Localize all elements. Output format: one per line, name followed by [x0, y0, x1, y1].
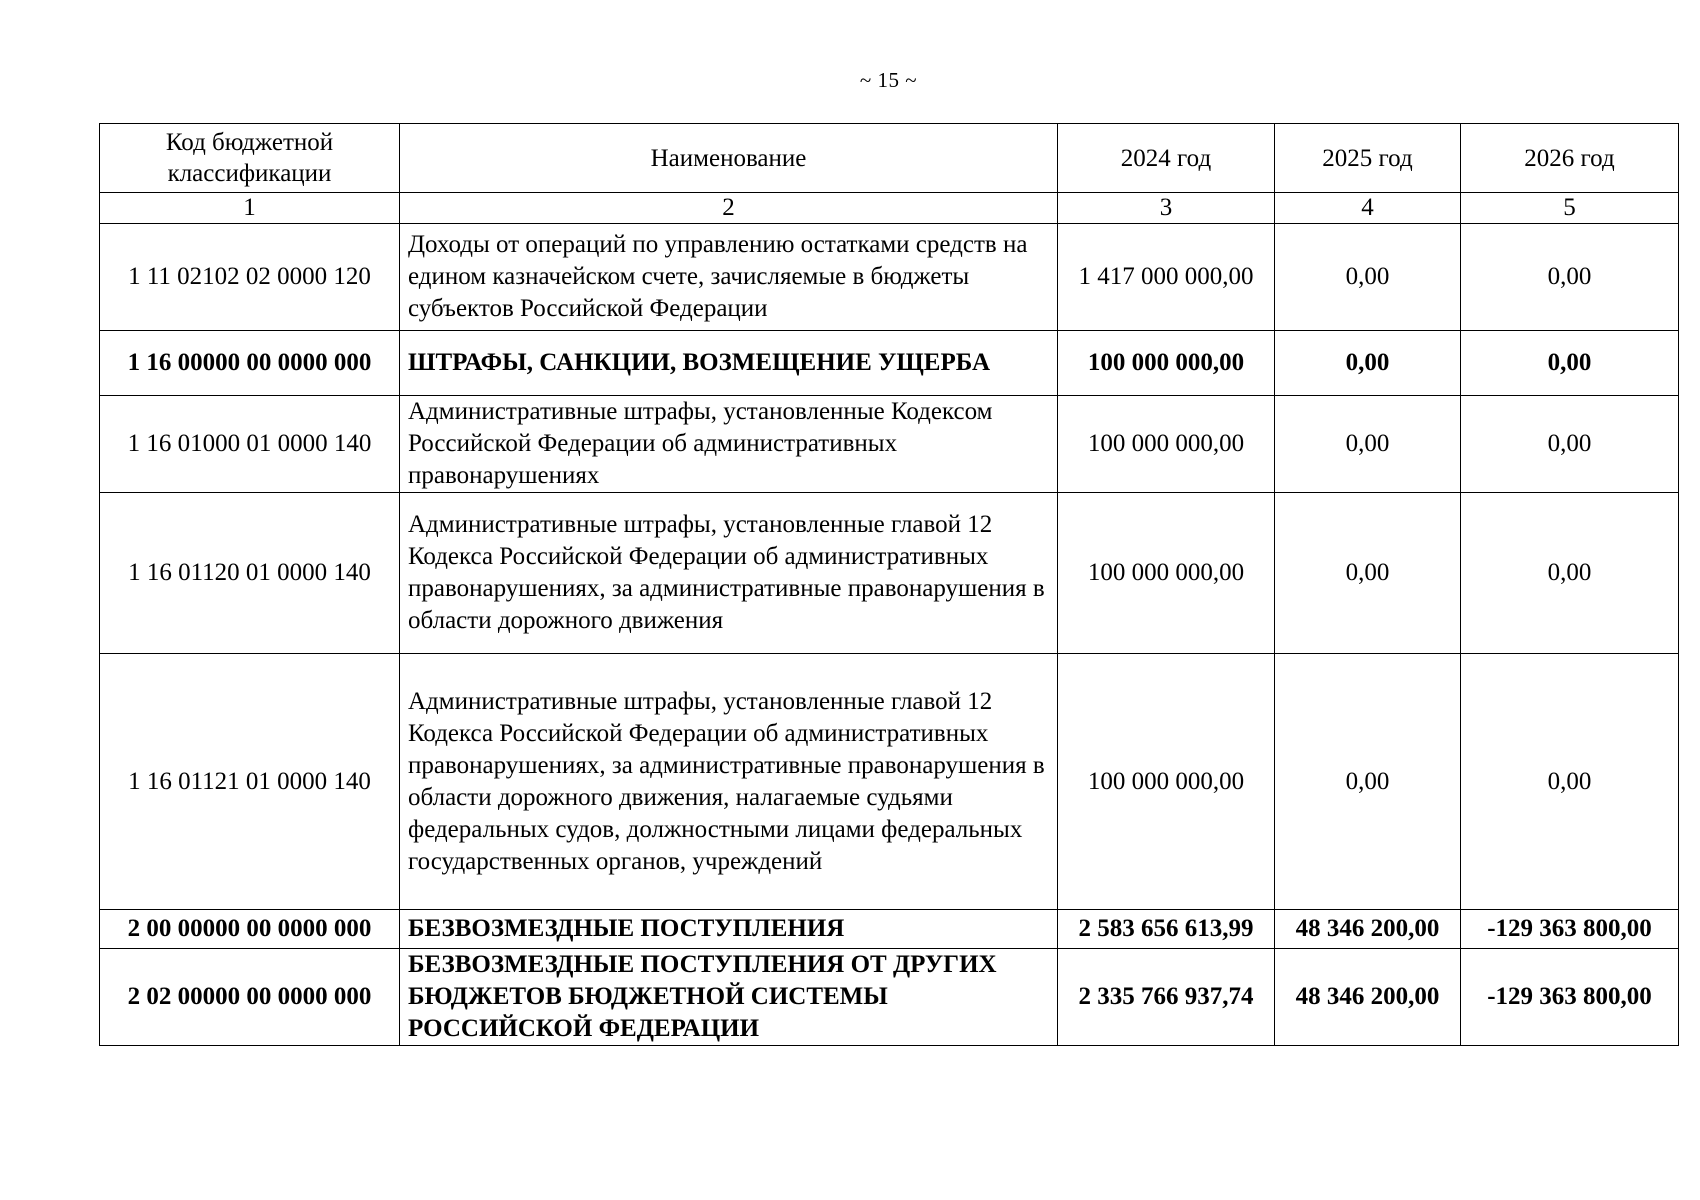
column-number-row [100, 193, 1679, 224]
value-2026-cell: 0,00 [1461, 396, 1679, 493]
header-2024: 2024 год [1058, 124, 1275, 193]
budget-table [99, 123, 1679, 1046]
budget-code-cell: 1 16 01120 01 0000 140 [100, 493, 400, 654]
name-cell: Доходы от операций по управлению остатками средств на едином казначейском счете, зачисляемые в бюджеты субъектов Российской Федерации [400, 224, 1058, 331]
value-2025-cell: 0,00 [1275, 654, 1461, 910]
value-2024-cell: 100 000 000,00 [1058, 396, 1275, 493]
budget-code-cell: 2 00 00000 00 0000 000 [100, 910, 400, 949]
value-2024-cell: 2 335 766 937,74 [1058, 949, 1275, 1046]
value-2025-cell: 0,00 [1275, 396, 1461, 493]
value-2024-cell: 100 000 000,00 [1058, 654, 1275, 910]
value-2026-cell: 0,00 [1461, 654, 1679, 910]
name-cell: БЕЗВОЗМЕЗДНЫЕ ПОСТУПЛЕНИЯ [400, 910, 1058, 949]
value-2026-cell: -129 363 800,00 [1461, 910, 1679, 949]
column-number: 1 [100, 193, 400, 224]
name-cell: Административные штрафы, установленные Кодексом Российской Федерации об административных правонарушениях [400, 396, 1058, 493]
budget-code-cell: 2 02 00000 00 0000 000 [100, 949, 400, 1046]
value-2026-cell: 0,00 [1461, 331, 1679, 396]
value-2024-cell: 100 000 000,00 [1058, 331, 1275, 396]
value-2026-cell: 0,00 [1461, 224, 1679, 331]
header-2025: 2025 год [1275, 124, 1461, 193]
value-2026-cell: -129 363 800,00 [1461, 949, 1679, 1046]
value-2024-cell: 2 583 656 613,99 [1058, 910, 1275, 949]
budget-code-cell: 1 11 02102 02 0000 120 [100, 224, 400, 331]
value-2026-cell: 0,00 [1461, 493, 1679, 654]
name-cell: БЕЗВОЗМЕЗДНЫЕ ПОСТУПЛЕНИЯ ОТ ДРУГИХ БЮДЖЕТОВ БЮДЖЕТНОЙ СИСТЕМЫ РОССИЙСКОЙ ФЕДЕРАЦИИ [400, 949, 1058, 1046]
name-cell: Административные штрафы, установленные главой 12 Кодекса Российской Федерации об административных правонарушениях, за административные правонарушения в области дорожного движения [400, 493, 1058, 654]
budget-code-cell: 1 16 00000 00 0000 000 [100, 331, 400, 396]
column-number: 3 [1058, 193, 1275, 224]
value-2025-cell: 48 346 200,00 [1275, 949, 1461, 1046]
header-name: Наименование [400, 124, 1058, 193]
table-row [100, 949, 1679, 1046]
table-row [100, 493, 1679, 654]
page-number: ~ 15 ~ [859, 68, 918, 92]
column-number: 5 [1461, 193, 1679, 224]
column-number: 2 [400, 193, 1058, 224]
header-code: Код бюджетной классификации [100, 124, 400, 193]
table-row [100, 331, 1679, 396]
budget-code-cell: 1 16 01000 01 0000 140 [100, 396, 400, 493]
column-number: 4 [1275, 193, 1461, 224]
value-2025-cell: 0,00 [1275, 493, 1461, 654]
table-row [100, 396, 1679, 493]
budget-code-cell: 1 16 01121 01 0000 140 [100, 654, 400, 910]
table-row [100, 224, 1679, 331]
name-cell: ШТРАФЫ, САНКЦИИ, ВОЗМЕЩЕНИЕ УЩЕРБА [400, 331, 1058, 396]
value-2024-cell: 1 417 000 000,00 [1058, 224, 1275, 331]
header-row [100, 124, 1679, 193]
table-row [100, 654, 1679, 910]
header-2026: 2026 год [1461, 124, 1679, 193]
name-cell: Административные штрафы, установленные главой 12 Кодекса Российской Федерации об административных правонарушениях, за административные правонарушения в области дорожного движения, налагаемые судьями федеральных судов, должностными лицами федеральных государственных органов, учреждений [400, 654, 1058, 910]
value-2025-cell: 48 346 200,00 [1275, 910, 1461, 949]
value-2025-cell: 0,00 [1275, 331, 1461, 396]
value-2024-cell: 100 000 000,00 [1058, 493, 1275, 654]
value-2025-cell: 0,00 [1275, 224, 1461, 331]
table-row [100, 910, 1679, 949]
